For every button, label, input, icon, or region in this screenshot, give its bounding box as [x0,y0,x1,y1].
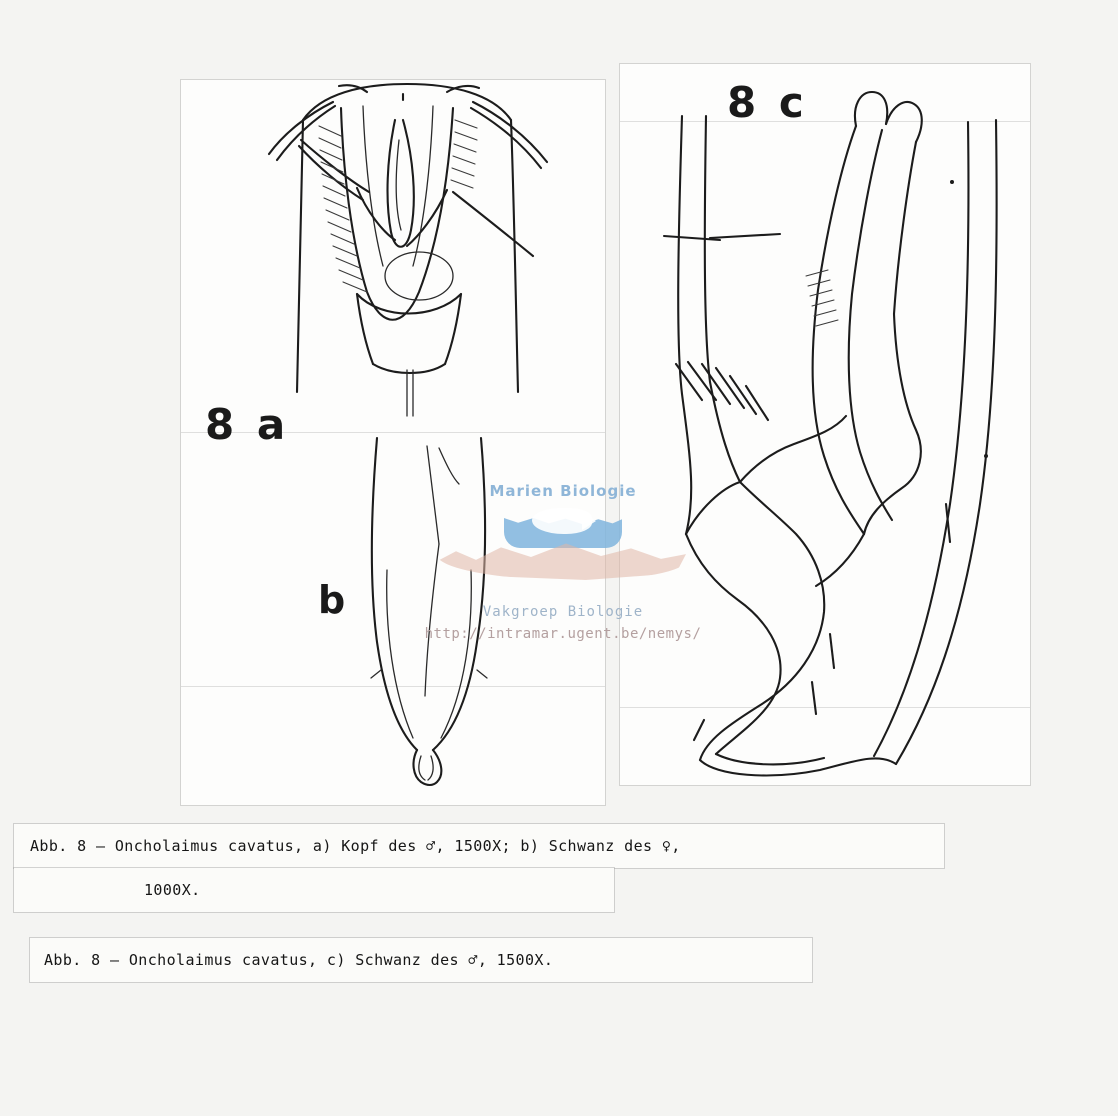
figure-8a-head-drawing [181,80,605,420]
caption-text: 1000X. [144,881,201,899]
figure-label-8a: 8 a [205,400,290,449]
caption-text: Abb. 8 – Oncholaimus cavatus, c) Schwanz des ♂, 1500X. [44,951,554,969]
figure-label-b: b [318,578,346,622]
caption-strip [14,868,614,912]
figure-label-8c: 8 c [727,78,808,127]
caption-strip [14,824,944,868]
caption-text: Abb. 8 – Oncholaimus cavatus, a) Kopf des ♂, 1500X; b) Schwanz des ♀, [30,837,681,855]
watermark-title: Marien Biologie [489,482,637,500]
watermark-subtitle: Vakgroep Biologie [482,604,644,620]
figure-8c-tail-drawing [620,64,1030,785]
watermark-url: http://intramar.ugent.be/nemys/ [424,626,702,642]
caption-strip [30,938,812,982]
figure-8b-tail-drawing [181,420,605,805]
